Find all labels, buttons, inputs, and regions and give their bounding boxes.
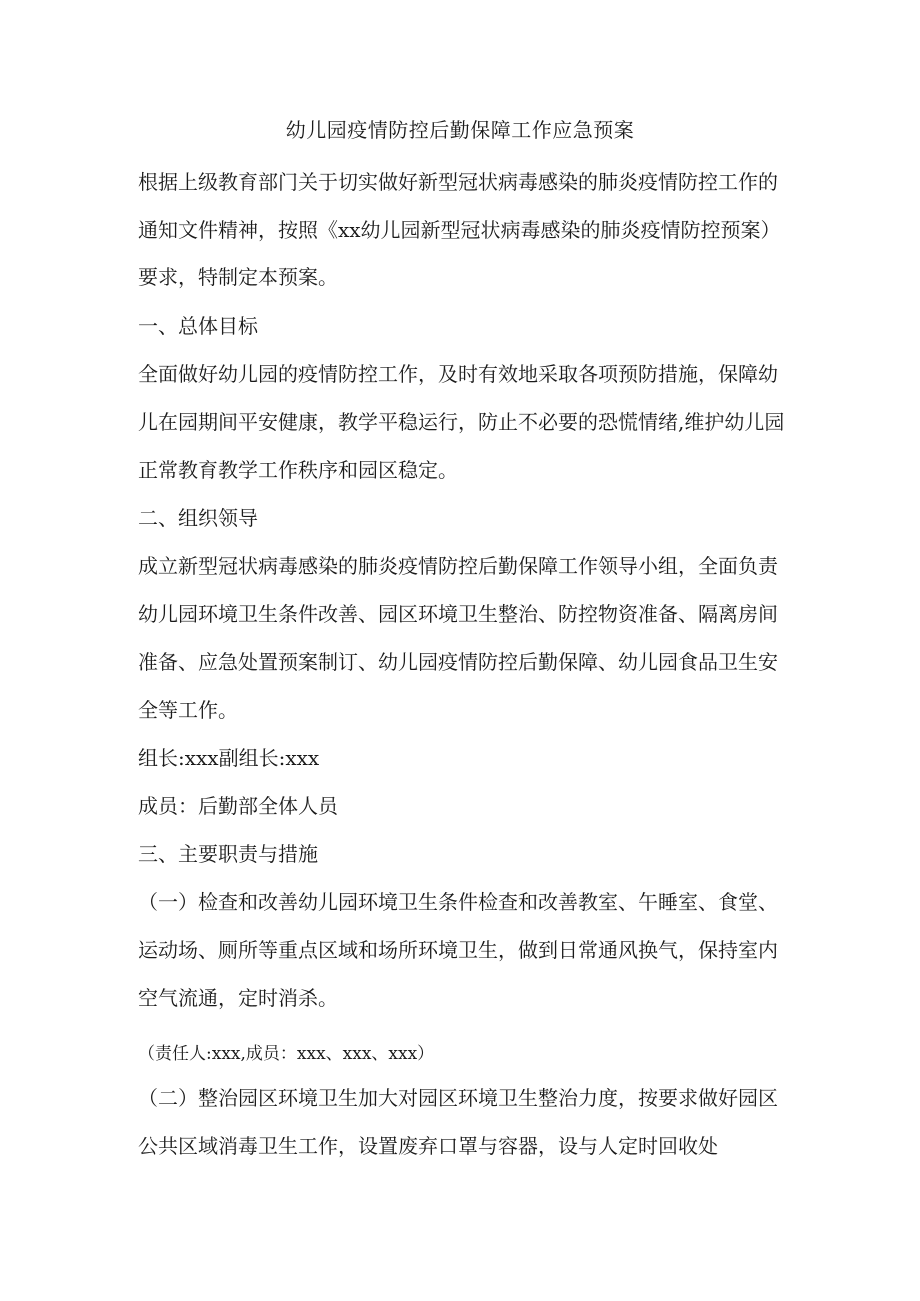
paragraph-line: 要求，特制定本预案。 — [138, 265, 338, 289]
paragraph-line: 正常教育教学工作秩序和园区稳定。 — [138, 458, 458, 482]
responsible-person-line: （责任人:xxx,成员：xxx、xxx、xxx） — [138, 1044, 435, 1064]
members-line: 成员：后勤部全体人员 — [138, 794, 338, 818]
paragraph-line: 根据上级教育部门关于切实做好新型冠状病毒感染的肺炎疫情防控工作的 — [138, 170, 778, 194]
paragraph-line: 幼儿园环境卫生条件改善、园区环境卫生整治、防控物资准备、隔离房间 — [138, 602, 778, 626]
paragraph-line: 空气流通，定时消杀。 — [138, 986, 338, 1010]
section-heading: 三、主要职责与措施 — [138, 842, 318, 866]
paragraph-line: 准备、应急处置预案制订、幼儿园疫情防控后勤保障、幼儿园食品卫生安 — [138, 650, 778, 674]
paragraph-line: （二）整治园区环境卫生加大对园区环境卫生整治力度，按要求做好园区 — [138, 1086, 778, 1110]
section-heading: 一、总体目标 — [138, 314, 258, 338]
paragraph-line: 全面做好幼儿园的疫情防控工作，及时有效地采取各项预防措施，保障幼 — [138, 362, 778, 386]
paragraph-line: 运动场、厕所等重点区域和场所环境卫生，做到日常通风换气，保持室内 — [138, 938, 778, 962]
paragraph-line: 公共区域消毒卫生工作，设置废弃口罩与容器，设与人定时回收处 — [138, 1134, 718, 1158]
document-title: 幼儿园疫情防控后勤保障工作应急预案 — [285, 118, 635, 142]
group-leader-line: 组长:xxx副组长:xxx — [138, 746, 320, 770]
paragraph-line: 通知文件精神，按照《xx幼儿园新型冠状病毒感染的肺炎疫情防控预案） — [138, 218, 781, 242]
paragraph-line: 全等工作。 — [138, 698, 238, 722]
paragraph-line: 儿在园期间平安健康，教学平稳运行，防止不必要的恐慌情绪,维护幼儿园 — [138, 410, 785, 434]
paragraph-line: 成立新型冠状病毒感染的肺炎疫情防控后勤保障工作领导小组，全面负责 — [138, 554, 778, 578]
paragraph-line: （一）检查和改善幼儿园环境卫生条件检查和改善教室、午睡室、食堂、 — [138, 890, 778, 914]
section-heading: 二、组织领导 — [138, 506, 258, 530]
